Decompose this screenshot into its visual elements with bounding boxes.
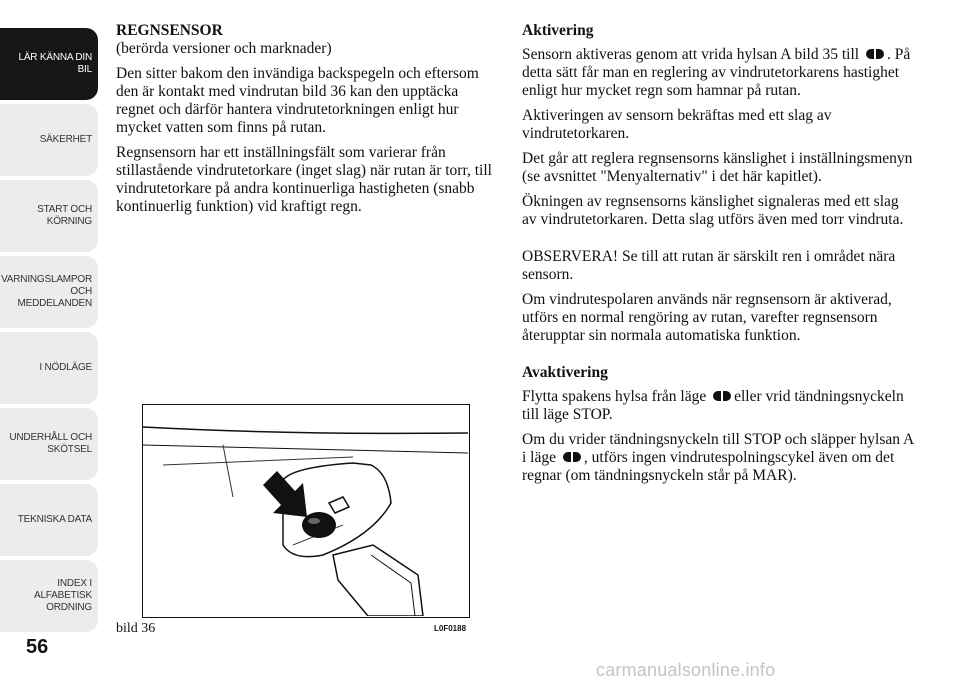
- figure-caption: bild 36: [116, 621, 156, 636]
- figure-rain-sensor: [142, 404, 470, 618]
- text: , utförs ingen vindrutespolningscykel även om det regnar (om tändningsnyckeln står på MAR).: [522, 449, 895, 484]
- text: eller vrid tändningsnyckeln till läge STOP.: [522, 388, 904, 423]
- text: . På detta sätt får man en reglering av vindrutetorkarens hastighet enligt hur mycket regn som hamnar på rutan.: [522, 46, 911, 99]
- tab-index[interactable]: [0, 560, 98, 632]
- tab-label: START OCH KÖRNING: [37, 204, 92, 227]
- paragraph: OBSERVERA! Se till att rutan är särskilt ren i området nära sensorn.: [522, 248, 896, 283]
- paragraph: Aktiveringen av sensorn bekräftas med ett slag av vindrutetorkaren.: [522, 107, 832, 142]
- tab-i-nodlage[interactable]: [0, 332, 98, 404]
- text: Flytta spakens hylsa från läge: [522, 388, 707, 405]
- tab-underhall-och-skotsel[interactable]: [0, 408, 98, 480]
- tab-label: TEKNISKA DATA: [17, 514, 92, 525]
- paragraph: Om vindrutespolaren används när regnsensorn är aktiverad, utförs en normal rengöring av rutan, varefter regnsensorn återupptar sin normala automatiska funktion.: [522, 291, 892, 344]
- section-subtitle: (berörda versioner och marknader): [116, 40, 332, 57]
- paragraph: Ökningen av regnsensorns känslighet signaleras med ett slag av vindrutetorkaren. Detta slag utförs även med torr vindruta.: [522, 193, 904, 228]
- rain-sensor-icon: [710, 389, 734, 403]
- figure-code: L0F0188: [434, 624, 467, 633]
- paragraph: Den sitter bakom den invändiga backspegeln och eftersom den är kontakt med vindrutan bild 36 kan den upptäcka regnet och därför hantera vindrutetorkningen enligt hur mycket vatten som finns på rutan.: [116, 65, 479, 136]
- tab-varningslampor[interactable]: [0, 256, 98, 328]
- page-number: 56: [26, 636, 49, 658]
- tab-label: VARNINGSLAMPOR OCH MEDDELANDEN: [1, 274, 92, 309]
- tab-start-och-korning[interactable]: [0, 180, 98, 252]
- deactivation-heading: Avaktivering: [522, 364, 608, 381]
- activation-heading: Aktivering: [522, 22, 594, 39]
- paragraph: Det går att reglera regnsensorns känslighet i inställningsmenyn (se avsnittet "Menyalternativ" i det här kapitlet).: [522, 150, 913, 185]
- right-column: [522, 22, 914, 492]
- rain-sensor-icon: [560, 450, 584, 464]
- tab-label: LÄR KÄNNA DIN BIL: [18, 52, 92, 75]
- text: Om du vrider tändningsnyckeln till STOP och släpper hylsan A i läge: [522, 431, 914, 466]
- paragraph: [522, 431, 914, 485]
- watermark: carmanualsonline.info: [596, 660, 776, 680]
- text: Sensorn aktiveras genom att vrida hylsan A bild 35 till: [522, 46, 860, 63]
- tab-sakerhet[interactable]: [0, 104, 98, 176]
- section-title: REGNSENSOR: [116, 22, 223, 39]
- chapter-sidebar: [0, 0, 100, 640]
- tab-label: I NÖDLÄGE: [39, 362, 92, 373]
- paragraph: [522, 46, 914, 100]
- left-column: [116, 22, 492, 223]
- paragraph: Regnsensorn har ett inställningsfält som varierar från stillastående vindrutetorkare (inget slag) när rutan är torr, till vindrutetorkare på andra kontinuerliga hastigheten (snabb kontinuerlig funktion) vid kraftigt regn.: [116, 144, 492, 215]
- tab-label: UNDERHÅLL OCH SKÖTSEL: [9, 432, 92, 455]
- paragraph: [522, 388, 914, 424]
- tab-label: SÄKERHET: [39, 134, 92, 145]
- rain-sensor-illustration: [143, 405, 468, 616]
- tab-tekniska-data[interactable]: [0, 484, 98, 556]
- tab-label: INDEX I ALFABETISK ORDNING: [33, 578, 92, 613]
- tab-lar-kanna-din-bil[interactable]: [0, 28, 98, 100]
- rain-sensor-icon: [863, 47, 887, 61]
